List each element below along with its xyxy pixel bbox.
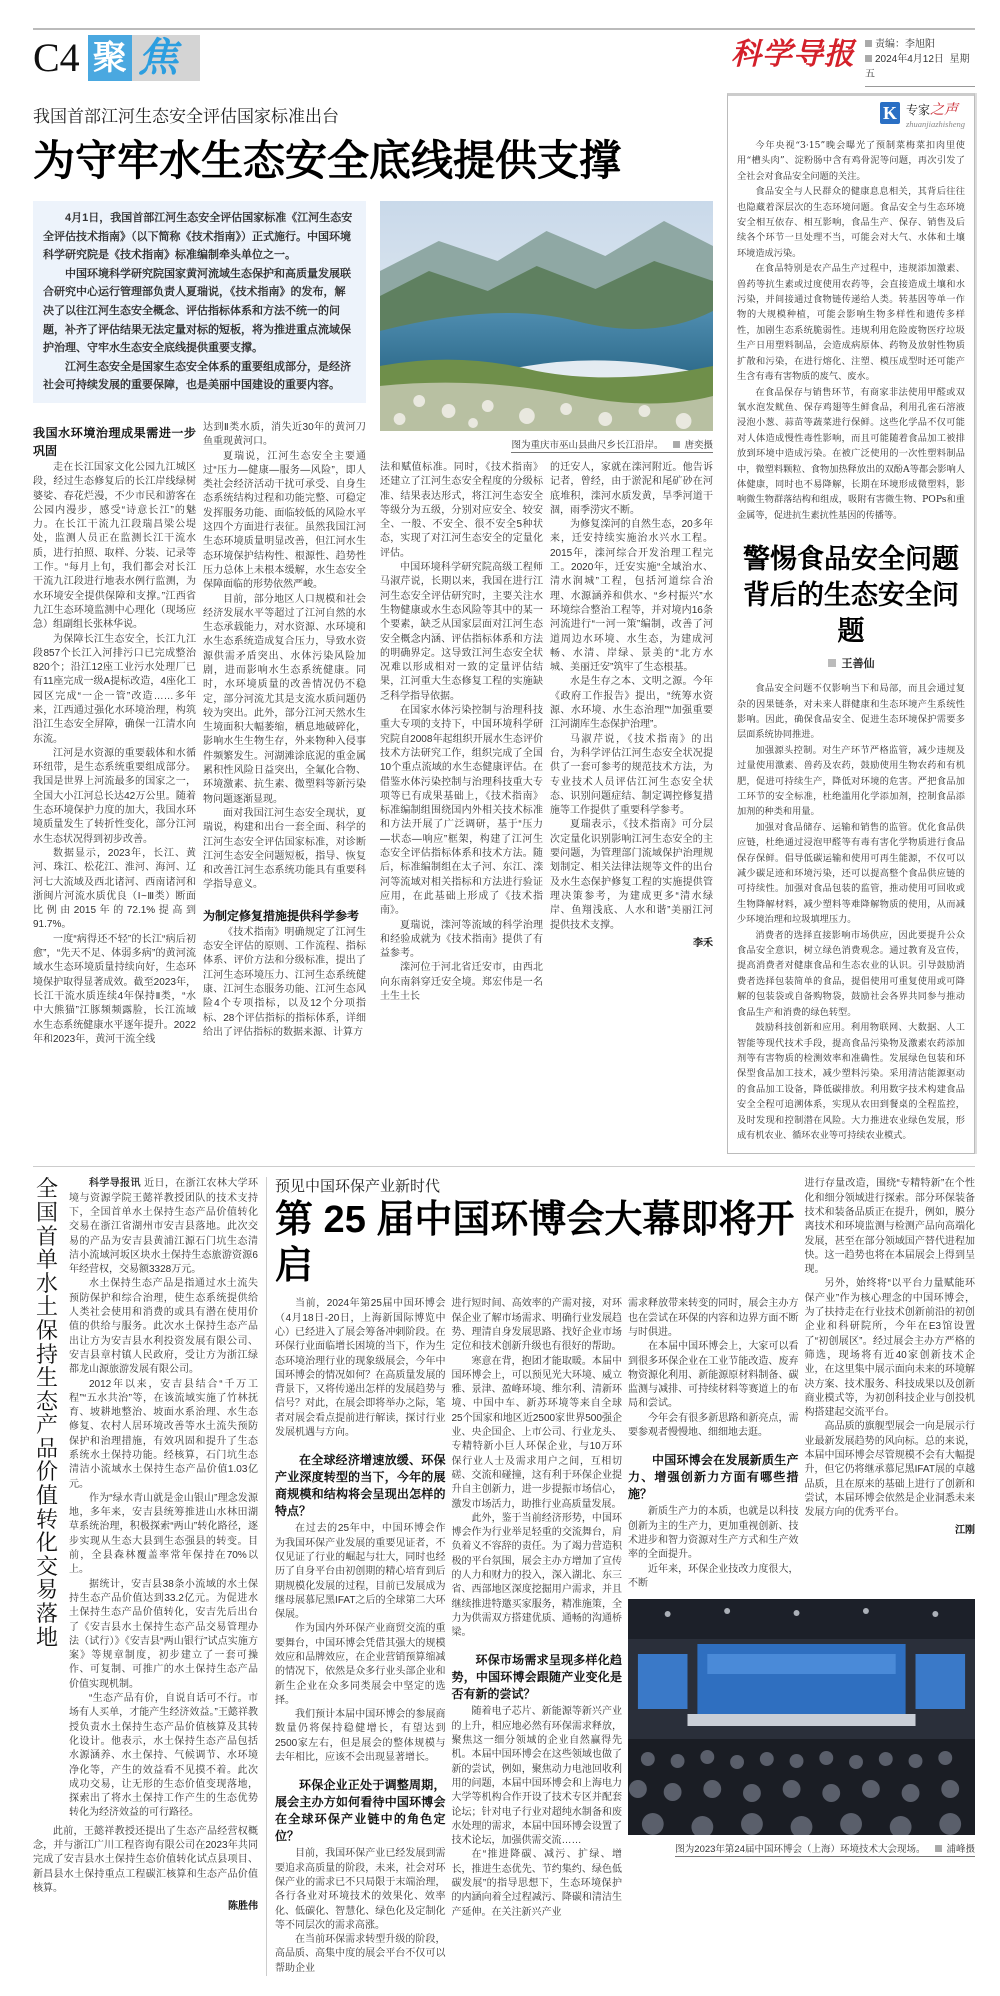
expert-intro: [737, 138, 965, 523]
article-column: [805, 1177, 976, 1538]
paragraph: 水是生存之本、文明之源。今年《政府工作报告》提出，“统筹水资源、水环境、水生态治理”“加强重要江河湖库生态保护治理”。: [550, 676, 713, 731]
paragraph: 另外，始终将“以平台力量赋能环保产业”作为核心理念的中国环博会，为了扶持走在行业技术创新前沿的初创企业和科研院所，今年在E3馆设置了“初创展区”。经过展会主办方严格的筛选，现场将有近40家创新技术企业，在这里集中展示面向未来的环境解决方案、技术服务、科技成果以及创新商业模式等，为初创科技企业与创投机构搭建起交流平台。: [804, 1278, 975, 1419]
expert-label-pinyin: zhuanjiazhisheng: [905, 119, 965, 129]
paragraph: 一度“病得还不轻”的长江“病后初愈”，“先天不足、体弱多病”的黄河流域水生态环境质量持续向好，生态环境保护取得显著成效。截至2023年，长江干流水质连续4年保持Ⅱ类，“水中大熊猫”江豚频频露脸，长江流域水生态系统健康水平逐年提升。2022年和2023年，黄河干流全线: [33, 933, 196, 1045]
expert-author: [737, 655, 965, 671]
paragraph: 在食品特别是农产品生产过程中，违规添加激素、兽药等抗生素或过度使用农药等，会直接造成土壤和水污染，并间接通过食物链传递给人类。转基因等单一作物的大规模种植，可能会影响生物多样性和遗传多样性，加剧生态系统脆弱性。违规利用危险废物医疗垃圾生产日用塑料制品，会造成病原体、药物及放射性物质扩散和污染，在进行熔化、注塑、模压成型时还可能产生含有毒有害物质的废气、废水。: [737, 263, 965, 383]
masthead-right: [731, 35, 975, 87]
paragraph: 近年来，环保企业技改力度很大，不断: [628, 1563, 799, 1589]
paragraph: 夏瑞表示，《技术指南》可分层次定量化识别影响江河生态安全的主要问题，为管理部门流域保护治理规划制定、相关法律法规等文件的出台及水生态保护修复工程的实施提供管理决策参考，为建成更多“清水绿岸、鱼翔浅底、人水和谐”美丽江河提供技术支撑。: [550, 819, 713, 931]
expert-label-title: [906, 102, 965, 119]
article-column: [628, 1297, 799, 1591]
paragraph: 夏瑞说，江河生态安全主要通过“压力—健康—服务—风险”，即人类社会经济活动干扰可承受、自身生态系统结构过程和功能完整、可稳定发挥服务功能、面临较低的风险水平这四个方面进行表征。虽然我国江河生态环境质量明显改善，但江河水生态环境保护结构性、根源性、趋势性压力总体上未根本缓解，水生态安全保障面临的形势依然严峻。: [203, 450, 366, 591]
expert-body: [737, 681, 965, 1143]
paragraph: 在国家水体污染控制与治理科技重大专项的支持下，中国环境科学研究院自2008年起组织开展水生态评价技术方法研究工作，组织完成了全国10个重点流域的水生态健康评估。在借鉴水体污染控制与治理科技重大专项等已有成果基础上，《技术指南》标准编制组围绕国内外相关技术标准和方法开展了广泛调研，基于“压力—状态—响应”框架，构建了江河生态安全评估指标体系和技术方法。随后，标准编制组在太子河、东江、滦河等流域对相关指标和方法进行验证应用，在此基础上形成了《技术指南》。: [380, 705, 543, 917]
author-name: 陈胜伟: [228, 1901, 258, 1913]
paragraph: 为保障长江生态安全，长江九江段857个长江入河排污口已完成整治820个；沿江12座工业污水处理厂已有11座完成一级A提标改造，4座化工园区完成“一企一管”改造……多年来，江西通过强化水环境治理，构筑沿江生态安全屏障，确保一江清水向东流。: [33, 633, 196, 745]
paragraph: 在食品保存与销售环节，有商家非法使用甲醛或双氧水泡发鱿鱼、保存鸡翅等生鲜食品，利用孔雀石溶液浸泡小葱、蒜苗等蔬菜进行保鲜。这些化学品不仅可能对人体造成慢性毒性影响，而且可能随着食品加工被排放到环境中造成污染。在被广泛使用的一次性塑料制品中，微塑料颗粒、食物加热释放出的双酚A等都会影响人体健康，同时也不易降解，长期在环境形成微塑料，影响微生物群落结构和组成，吸附有害微生物、POPs和重金属等，促进抗生素抗性基因的传播等。: [737, 386, 965, 521]
paragraph: 食品安全与人民群众的健康息息相关，其背后往往也隐藏着深层次的生态环境问题。食品安全与生态环境安全相互依存、相互影响，食品生产、保存、销售及后续各个环节一旦处理不当，可能会对大气、水体和土壤环境造成污染。: [737, 186, 965, 259]
paragraph: 消费者的选择直接影响市场供应，因此要提升公众食品安全意识，树立绿色消费观念。通过教育及宣传，提高消费者对健康食品和生态农业的认识。引导鼓励消费者选择包装简单的食品，提倡使用可重复使用或可降解的包装袋或自备购物袋，鼓励社会各界共同参与推动食品生产和消费的绿色转型。: [737, 929, 965, 1018]
expert-label: [737, 102, 965, 130]
photo-caption: [675, 1841, 975, 1857]
photo-caption: [511, 437, 713, 453]
label-accent: 之声: [929, 103, 958, 118]
paragraph: 走在长江国家文化公园九江城区段，经过生态修复后的长江岸线绿树婆娑、春花烂漫，不少市民和游客在公园内漫步，感受“诗意长江”的魅力。在长江干流九江段瑞昌梁公堤处，监测人员正在监测长江干流水质，进行拍照、取样、分装、记录等工作。“每月上旬，我们都会对长江干流九江段进行地表水例行监测，为水环境安全提供保障和支撑。”江西省九江生态环境监测中心理化（现场应急）组副组长张林华说。: [33, 461, 196, 631]
dateline: 科学导报讯: [89, 1178, 141, 1190]
article-column: [550, 461, 713, 951]
square-bullet-icon: [865, 55, 872, 62]
paragraph: 此外，鉴于当前经济形势，中国环博会作为行业举足轻重的交流舞台，肩负着义不容辞的责任。为了竭力营造积极的平台氛围，展会主办方增加了宣传的人力和财力的投入，深入湖北、东三省、西部地区深度挖掘用户需求，并且继续推进特邀买家服务，精准施策，全力为供需双方搭建优质、通畅的沟通桥梁。: [451, 1512, 622, 1639]
expert-column-box: [727, 93, 975, 1154]
paragraph: “生态产品有价，自说自话可不行。市场有人买单，才能产生经济效益。”王懿祥教授负责水土保持生态产品价值核算及其转化设计。他表示，水土保持生态产品包括水源涵养、水土保持、气候调节、水环境净化等，产生的效益看不见摸不着。此次成功交易，让无形的生态价值变现落地，探索出了将水土保持工作产生的生态优势转化为经济效益的可行路径。: [69, 1693, 258, 1819]
article-column: [33, 421, 196, 1047]
photo-credit: 浦峰摄: [946, 1844, 975, 1856]
paragraph: 需求释放带来转变的同时，展会主办方也在尝试在环保的内容和边界方面不断与时俱进。: [628, 1298, 799, 1338]
column-divider: [266, 1177, 267, 1976]
soil-article: [33, 1177, 258, 1976]
paragraph: 食品安全问题不仅影响当下和局部，而且会通过复杂的因果链条，对未来人群健康和生态环境产生系统性影响。因此，确保食品安全、促进生态环境保护需要多层面系统协同推进。: [737, 683, 965, 741]
section-logo: [88, 35, 200, 81]
article-right-half: [380, 201, 713, 1004]
paragraph: 鼓励科技创新和应用。利用物联网、大数据、人工智能等现代技术手段，提高食品污染物及激素农药添加剂等有害物质的检测效率和准确性。发展绿色包装和环保型食品加工技术，减少塑料污染。采用清洁能源驱动的食品加工设备，降低碳排放。利用数字技术构建食品安全全程可追溯体系，实现从农田到餐桌的全程监控，及时发现和控制潜在风险。大力推进农业绿色发展，形成有机农业、循环农业等可持续农业模式。: [737, 1022, 965, 1141]
section-subheading: 为制定修复措施提供科学参考: [203, 908, 360, 923]
paragraph: 2012年以来，安吉县结合“千万工程”“五水共治”等，在该流域实施了竹林抚育、坡耕地整治、坡面水系治理、水生态修复、农村人居环境改善等水土流失预防保护和治理措施，有效巩固和提升了生态系统水土保持功能。经核算，石门坑生态清洁小流域水土保持生态产品价值1.03亿元。: [69, 1378, 258, 1490]
paragraph: 水土保持生态产品是指通过水土流失预防保护和综合治理，使生态系统提供给人类社会使用和消费的或具有潜在使用价值的供给与服务。此次水土保持生态产品出让方为安吉县水利投资发展有限公司、安吉县章村镇人民政府，受让方为浙江绿都龙山源旅游发展有限公司。: [69, 1278, 258, 1376]
section-logo-part2: 焦: [132, 35, 200, 81]
paragraph: 今年央视“3·15”晚会曝光了预制菜梅菜扣肉里使用“槽头肉”、淀粉肠中含有鸡骨泥等问题，再次引发了全社会对食品安全问题的关注。: [737, 140, 965, 182]
paragraph: 法和赋值标准。同时，《技术指南》还建立了江河生态安全程度的分级标准、结果表达形式，将江河生态安全等级分为五级，分别对应安全、较安全、一般、不安全、很不安全5种状态，实现了对江河生态安全的定量化评估。: [380, 462, 543, 559]
photo-block: [628, 1599, 975, 1865]
paragraph: 新质生产力的本质，也就是以科技创新为主的生产力，更加重视创新、技术进步和智力资源对生产方式和生产效率的全面提升。: [628, 1506, 799, 1561]
paragraph: 在本届中国环博会上，大家可以看到很多环保企业在工业节能改造、废弃物资源化利用、新能源原材料制备、碳监测与减排、可持续材料等赛道上的布局和尝试。: [628, 1341, 799, 1410]
caption-text: 图为重庆市巫山县曲尺乡长江沿岸。: [511, 440, 664, 451]
paragraph: 加强对食品储存、运输和销售的监管。优化食品供应链，杜绝通过浸泡甲醛等有毒有害化学物质进行食品保存保鲜。倡导低碳运输和使用可再生能源，不仅可以减少碳足迹和环境污染，还可以提高整个食品供应链的可持续性。加强对食品包装的监管，推动使用可回收或生物降解材料，减少塑料等难降解物质的使用，从而减少环境治理和垃圾填埋压力。: [737, 821, 965, 926]
article-column: [203, 421, 366, 1040]
bottom-section: [33, 1177, 975, 1976]
label-main: 专家: [905, 103, 930, 117]
headline-line: 警惕食品安全问题: [743, 544, 959, 575]
paragraph: 据统计，安吉县38条小流域的水土保持生态产品价值达到33.2亿元。为促进水土保持生态产品价值转化，安吉先后出台了《安吉县水土保持生态产品交易管理办法（试行）》《安吉县“两山银行”试点实施方案》等规章制度，初步建立了一套可操作、可复制、可推广的水土保持生态产品价值实现机制。: [69, 1578, 258, 1690]
article-column: [69, 1177, 258, 1820]
section-subheading: 我国水环境治理成果需进一步巩固: [33, 425, 196, 458]
paragraph: 中国环境科学研究院高级工程师马淑芹说，长期以来，我国在进行江河生态安全评估研究时，主要关注水生物健康或水生态风险等其中的某一个要素，缺乏从国家层面对江河生态安全概念内涵、评估指标体系和方法的明确界定。这导致江河生态安全状况难以形成相对一致的定量评估结果，江河重大生态修复工程的实施缺乏科学指导依据。: [380, 562, 543, 702]
square-bullet-icon: [935, 1845, 942, 1852]
paragraph: 数据显示，2023年，长江、黄河、珠江、松花江、淮河、海河、辽河七大流域及西北诸河、西南诸河和浙闽片河流水质优良（Ⅰ~Ⅲ类）断面比例由2015年的72.1%提高到91.7%。: [33, 847, 196, 931]
lead-paragraph: 4月1日，我国首部江河生态安全评估国家标准《江河生态安全评估技术指南》（以下简称《技术指南》）正式施行。中国环境科学研究院是《技术指南》标准编制牵头单位之一。: [43, 212, 353, 262]
editor: 责编：李旭阳: [875, 39, 935, 50]
article-kicker: 预见中国环保产业新时代: [275, 1178, 441, 1196]
river-photo: [380, 201, 713, 431]
square-bullet-icon: [673, 441, 680, 448]
paragraph: 江河是水资源的重要载体和水循环纽带，是生态系统重要组成部分。我国是世界上河流最多的国家之一，全国大小江河总长达42万公里。随着生态环境保护力度的加大，我国水环境质量发生了转折性变化，部分江河水生态状况得到初步改善。: [33, 747, 196, 845]
paragraph: 此前，王懿祥教授还提出了生态产品经营权概念，并与浙江广川工程咨询有限公司在2023年共同完成了安吉县水土保持生态价值转化试点县项目、新昌县水土保持重点工程碳汇核算和生态产品价值核算。: [33, 1825, 258, 1894]
interview-question: 环保市场需求呈现多样化趋势，中国环博会跟随产业变化是否有新的尝试？: [451, 1653, 622, 1702]
column-pair: [33, 421, 366, 1047]
expert-headline: [737, 541, 965, 649]
article-column: [275, 1297, 446, 1976]
article-headline: 第 25 届中国环博会大幕即将开启: [275, 1199, 795, 1288]
paragraph: 目前，我国环保产业已经发展到需要追求高质量的阶段，未来，社会对环保产业的需求已不只局限于末端治理，各行各业对环境技术的效果化、效率化、低碳化、智慧化、绿色化及定制化等不同层次的需求高涨。: [275, 1848, 446, 1931]
author-name: 李禾: [693, 937, 713, 949]
paragraph: 当前，2024年第25届中国环博会（4月18日-20日，上海新国际博览中心）已经进入了展会筹备冲刺阶段。在环保行业面临增长困境的当下，作为生态环境治理行业的现象级展会，今年中国环博会的情况如何？在高质量发展的背景下，又将传递出怎样的发展趋势与信号？对此，在展会即将举办之际，笔者对展会看点提前进行解读，探讨行业发展机遇与方向。: [275, 1298, 446, 1439]
section-divider: [33, 1166, 975, 1167]
section-logo-part1: 聚: [88, 35, 132, 81]
article-headline: 为守牢水生态安全底线提供支撑: [33, 137, 622, 184]
paragraph: 随着电子芯片、新能源等新兴产业的上升，相应地必然有环保需求释放，聚焦这一细分领域的企业自然赢得先机。本届中国环博会在这些领域也做了新的尝试，例如，聚焦动力电池回收利用的问题，本届中国环博会和上海电力大学等机构合作开设了技术专区并配套论坛；针对电子行业对超纯水制备和废水处理的需求，本届中国环博会设置了技术论坛，加强供需交流……: [451, 1706, 622, 1847]
article-lead: [33, 201, 366, 403]
newspaper-logo: 科学导报: [731, 38, 855, 71]
paragraph: 进行存量改造，围绕“专精特新”在个性化和细分领域进行探索。部分环保装备技术和装备品质正在提升，例如，膜分离技术和环境监测与检测产品向高端化发展，甚至在部分领域国产替代进程加快。这一趋势也将在本届展会上得到呈现。: [804, 1178, 975, 1276]
issue-info: [865, 35, 975, 87]
article-body: [33, 201, 713, 1047]
paragraph: 寒意在背，抱团才能取暖。本届中国环博会上，可以预见光大环境、威立雅、景津、盈峰环境、维尔利、清新环境、中国中车、新苏环境等来自全球25个国家和地区近2500家世界500强企业、央企国企、上市公司、行业龙头、专精特新小巨人环保企业，与10万环保行业人士及需求用户之间，互相切磋、交流和碰撞，这有利于环保企业提升自主创新力，进一步提振市场信心，激发市场活力，助推行业高质量发展。: [451, 1355, 622, 1510]
soil-article-body: [33, 1177, 258, 1820]
paragraph: 在过去的25年中，中国环博会作为我国环保产业发展的重要见证者，不仅见证了行业的崛起与壮大，同时也经历了自身平台由初创期的精心培育到后期规模化发展的过程，目前已发展成为继母展慕尼黑IFAT之后的全球第二大环保展。: [275, 1523, 446, 1621]
paragraph: 作为国内外环保产业商贸交流的重要舞台，中国环博会凭借其强大的规模效应和品牌效应，在企业营销预算缩减的情况下，依然是众多行业头部企业和新生企业在众多同类展会中坚定的选择。: [275, 1623, 446, 1706]
article-closing: [33, 1825, 258, 1915]
paragraph: 目前，部分地区人口规模和社会经济发展水平等超过了江河自然的水生态承载能力，对水资源、水环境和水生态系统造成复合压力，导致水资源供需矛盾突出、水体污染风险加剧，进而影响水生态系统健康。同时，水环境质量的改善情况仍不稳定，部分河流尤其是支流水质问题仍较为突出。此外，部分江河天然水生生境面积大幅萎缩，栖息地破碎化，影响水生生物生存，外来物种入侵事件频繁发生。河湖滩涂底泥的重金属累积性风险日益突出，全氟化合物、环境激素、抗生素、微塑料等新污染物问题逐渐显现。: [203, 593, 366, 805]
lead-paragraph: 中国环境科学研究院国家黄河流域生态保护和高质量发展联合研究中心运行管理部负责人夏瑞说，《技术指南》的发布，解决了以往江河生态安全概念、评估指标体系和方法不统一的问题，补齐了评估结果无法定量对标的短板，将为推进重点流域保护治理、守牢水生态安全底线提供重要支撑。: [43, 267, 351, 355]
masthead-left: [33, 35, 200, 81]
author-name: 王善仙: [841, 658, 875, 671]
headline-line: 背后的生态安全问题: [743, 580, 959, 647]
interview-question: 环保企业正处于调整周期，展会主办方如何看待中国环博会在全球环保产业链中的角色定位？: [275, 1778, 446, 1844]
column-pair: [380, 461, 713, 1004]
k-logo-icon: K: [880, 102, 900, 124]
article-kicker: 我国首部江河生态安全评估国家标准出台: [33, 107, 339, 126]
paragraph: 《技术指南》明确规定了江河生态安全评估的原则、工作流程、指标体系、评价方法和分级标准，提出了江河生态环境压力、江河生态系统健康、江河生态服务功能、江河生态风险4个专项指标，以及12个分项指标、28个评估指标的指标体系，详细给出了评估指标的数据来源、计算方: [203, 926, 366, 1038]
paragraph: 夏瑞说，滦河等流域的科学治理和经验成就为《技术指南》提供了有益参考。: [380, 919, 543, 960]
lead-paragraph: 江河生态安全是国家生态安全体系的重要组成部分，是经济社会可持续发展的重要保障，也是美丽中国建设的重要内容。: [43, 360, 351, 392]
caption-text: 图为2023年第24届中国环博会（上海）环境技术大会现场。: [675, 1844, 926, 1856]
article-column: [380, 461, 543, 1004]
paragraph: 我们预计本届中国环博会的参展商数量仍将保持稳健增长，有望达到2500家左右，但是展会的整体规模与去年相比，应该不会出现显著增长。: [275, 1709, 446, 1764]
page-number: C4: [33, 35, 80, 80]
article-left-half: [33, 201, 366, 1047]
expert-label-text: [906, 102, 965, 130]
paragraph: 为修复滦河的自然生态，20多年来，迁安持续实施治水兴水工程。2015年，滦河综合开发治理工程完工。2020年，迁安实施“全域治水、清水润城”工程，包括河道综合治理、水源涵养和供水、“乡村振兴”水环境综合整治工程等，并对境内16条河流进行“一河一策”编制，改善了河道周边水环境、水生态，为建成河畅、水清、岸绿、景美的“北方水城、美丽迁安”筑牢了生态根基。: [550, 519, 713, 674]
issue-weekday: 星期五: [865, 54, 970, 80]
expo-article: [275, 1177, 975, 1976]
paragraph: 进行短时间、高效率的产需对接，对环保企业了解市场需求、明确行业发展趋势、理清自身发展思路、找好企业市场定位和技术创新升级也有很好的帮助。: [451, 1298, 622, 1353]
conference-photo: [628, 1599, 975, 1835]
photo-credit: 唐奕摄: [684, 440, 713, 451]
paragraph: 滦河位于河北省迁安市，由西北向东南斜穿迁安全境。郑宏伟是一名土生土长: [380, 962, 543, 1002]
paragraph: 马淑芹说，《技术指南》的出台，为科学评估江河生态安全状况提供了一套可参考的规范技术方法，为专业技术人员评估江河生态安全状态、识别问题症结、制定调控修复措施等工作提供了重要科学参考。: [550, 733, 713, 817]
paragraph: 在“推进降碳、减污、扩绿、增长，推进生态优先、节约集约、绿色低碳发展”的指导思想下，生态环境保护的内涵向着全过程减污、降碳和清洁生产延伸。在关注新兴产业: [451, 1849, 622, 1918]
paragraph: 在当前环保需求转型升级的阶段，高品质、高集中度的展会平台不仅可以帮助企业: [275, 1934, 446, 1974]
paragraph: 的迁安人，家就在滦河附近。他告诉记者，曾经，由于淤泥和尾矿砂在河底堆积，滦河水质发黄，旱季河道干涸，雨季涝灾不断。: [550, 462, 713, 516]
top-article: [33, 105, 713, 1154]
paragraph: 加强源头控制。对生产环节严格监管，减少违规及过量使用激素、兽药及农药，鼓励使用生物农药和有机肥，促进可持续生产，降低对环境的危害。严把食品加工环节的安全标准，杜绝滥用化学添加剂，控制食品添加剂的种类和用量。: [737, 744, 965, 818]
interview-question: 中国环博会在发展新质生产力、增强创新力方面有哪些措施？: [628, 1453, 799, 1502]
paragraph: 达到Ⅱ类水质，消失近30年的黄河刀鱼重现黄河口。: [203, 421, 366, 448]
square-bullet-icon: [828, 659, 836, 667]
paragraph: 近日，在浙江农林大学环境与资源学院王懿祥教授团队的技术支持下，全国首单水土保持生态产品价值转化交易在浙江省湖州市安吉县落地。此次交易的产品为安吉县黄浦江源石门坑生态清洁小流域河坂区块水土保持生态旅游资源6年经营权，交易额3328万元。: [69, 1178, 259, 1276]
paragraph: 作为“绿水青山就是金山银山”理念发源地，多年来，安吉县统筹推进山水林田湖草系统治理，积极探索“两山”转化路径，逐步实现从生态大县到生态强县的转变。目前，全县森林覆盖率常年保持在70%以上。: [69, 1492, 258, 1576]
top-section: [33, 105, 975, 1154]
paragraph: 面对我国江河生态安全现状，夏瑞说，构建和出台一套全面、科学的江河生态安全评估国家标准，对诊断江河生态安全问题短板，指导、恢复和改善江河生态系统功能具有重要科学指导意义。: [203, 807, 366, 891]
masthead: [33, 28, 975, 87]
paragraph: 今年会有很多新思路和新亮点，需要参观者慢慢地、细细地去逛。: [628, 1412, 799, 1439]
author-name: 江刚: [955, 1525, 975, 1537]
paragraph: 高品质的旗舰型展会一向是展示行业最新发展趋势的风向标。总的来说，本届中国环博会尽管规模不会有大幅提升，但它仍将继承慕尼黑IFAT展的卓越品质，且在原来的基础上进行了创新和尝试，本届环博会依然是企业洞悉未来发展方向的优秀平台。: [804, 1421, 975, 1519]
vertical-headline: 全国首单水土保持生态产品价值转化交易落地: [35, 1176, 58, 1650]
issue-date: 2024年4月12日: [875, 54, 944, 65]
article-column: [452, 1297, 623, 1920]
expo-article-head: [275, 1177, 799, 1289]
interview-question: 在全球经济增速放缓、环保产业深度转型的当下，今年的展商规模和结构将会呈现出怎样的特点？: [275, 1453, 446, 1519]
square-bullet-icon: [865, 40, 872, 47]
